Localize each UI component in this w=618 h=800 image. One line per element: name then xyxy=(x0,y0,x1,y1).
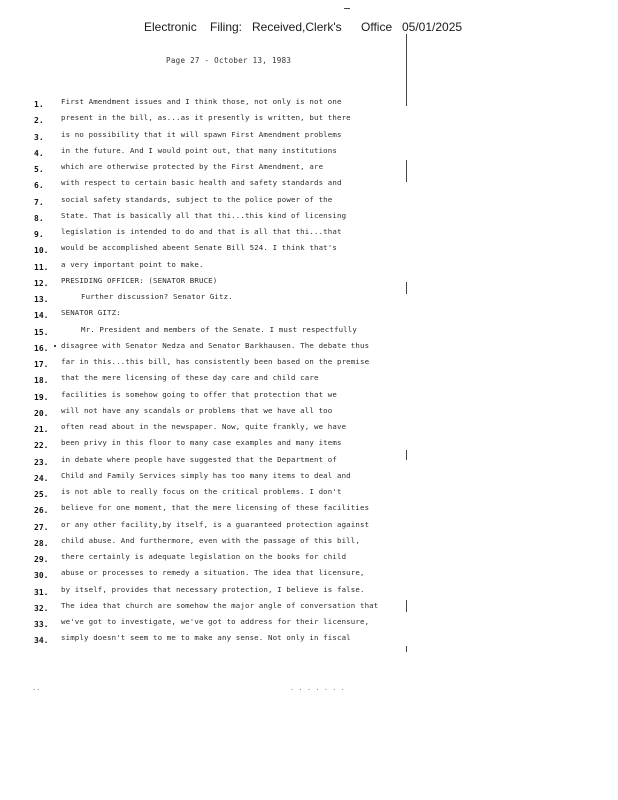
transcript-line xyxy=(0,178,600,190)
scan-margin-mark xyxy=(344,8,350,9)
line-text: legislation is intended to do and that is all that thi...that xyxy=(61,227,342,236)
line-number: 24. xyxy=(34,473,49,483)
line-text: child abuse. And furthermore, even with the passage of this bill, xyxy=(61,535,360,545)
line-number: 7. xyxy=(34,197,44,207)
line-number: 18. xyxy=(34,376,49,386)
transcript-line xyxy=(0,390,600,402)
line-text: Child and Family Services simply has too many items to deal and xyxy=(61,470,351,480)
line-number: 21. xyxy=(34,425,49,434)
line-number: 1. xyxy=(34,100,44,109)
transcript-line xyxy=(0,276,600,288)
transcript-line xyxy=(0,341,600,353)
line-number: 25. xyxy=(34,490,49,499)
header-received-clerks: Received,Clerk's xyxy=(252,20,342,34)
line-text: far in this...this bill, has consistently been based on the premise xyxy=(61,357,370,366)
line-text: will not have any scandals or problems that we have all too xyxy=(61,405,333,415)
line-number: 15. xyxy=(34,327,49,337)
line-text: would be accomplished abeent Senate Bill 524. I think that's xyxy=(61,243,337,253)
transcript-line xyxy=(0,162,600,174)
transcript-line xyxy=(0,455,600,467)
line-text: believe for one moment, that the mere licensing of these facilities xyxy=(61,503,370,513)
transcript-line xyxy=(0,243,600,255)
line-text: abuse or processes to remedy a situation. The idea that licensure, xyxy=(61,568,365,578)
line-number: 10. xyxy=(34,246,49,256)
line-text: that the mere licensing of these day care and child care xyxy=(61,373,319,383)
line-number: 12. xyxy=(34,278,49,288)
line-number: 2. xyxy=(34,116,44,126)
line-number: 32. xyxy=(34,603,49,613)
line-number: 5. xyxy=(34,165,44,174)
line-number: 33. xyxy=(34,620,49,629)
line-text: in the future. And I would point out, that many institutions xyxy=(61,145,337,155)
transcript-line xyxy=(0,227,600,239)
transcript-line xyxy=(0,471,600,483)
line-text: Further discussion? Senator Gitz. xyxy=(81,292,233,301)
line-number: 26. xyxy=(34,506,49,516)
line-number: 6. xyxy=(34,181,44,191)
transcript-line xyxy=(0,617,600,629)
transcript-line xyxy=(0,422,600,434)
transcript-line xyxy=(0,438,600,450)
transcript-line xyxy=(0,520,600,532)
transcript-line xyxy=(0,113,600,125)
line-text: social safety standards, subject to the police power of the xyxy=(61,194,333,204)
transcript-line xyxy=(0,308,600,320)
header-electronic: Electronic xyxy=(144,20,197,34)
line-text: or any other facility,by itself, is a guaranteed protection against xyxy=(61,519,370,529)
transcript-line xyxy=(0,130,600,142)
transcript-line xyxy=(0,146,600,158)
line-text: simply doesn't seem to me to make any sense. Not only in fiscal xyxy=(61,633,351,643)
line-text: present in the bill, as...as it presently is written, but there xyxy=(61,113,351,123)
line-text: disagree with Senator Nedza and Senator Barkhausen. The debate thus xyxy=(61,340,370,350)
line-text: often read about in the newspaper. Now, quite frankly, we have xyxy=(61,422,347,431)
line-text: facilities is somehow going to offer that protection that we xyxy=(61,389,337,399)
line-number: 29. xyxy=(34,555,49,564)
line-text: is not able to really focus on the critical problems. I don't xyxy=(61,487,342,496)
line-number: 30. xyxy=(34,571,49,581)
transcript-line xyxy=(0,552,600,564)
header-date: 05/01/2025 xyxy=(402,20,463,34)
transcript-line xyxy=(0,292,600,304)
scan-footer-mark: .. xyxy=(32,684,41,692)
line-text: there certainly is adequate legislation on the books for child xyxy=(61,552,347,561)
line-number: 11. xyxy=(34,262,49,272)
transcript-line xyxy=(0,357,600,369)
line-text: The idea that church are somehow the major angle of conversation that xyxy=(61,600,379,610)
line-text: with respect to certain basic health and safety standards and xyxy=(61,178,342,188)
line-text: been privy in this floor to many case examples and many items xyxy=(61,438,342,448)
transcript-line xyxy=(0,406,600,418)
transcript-line xyxy=(0,601,600,613)
line-text: which are otherwise protected by the First Amendment, are xyxy=(61,162,324,171)
transcript-line xyxy=(0,568,600,580)
line-text: by itself, provides that necessary protection, I believe is false. xyxy=(61,584,365,594)
header-filing: Filing: xyxy=(210,20,243,34)
transcript-line xyxy=(0,195,600,207)
line-number: 31. xyxy=(34,587,49,597)
line-text: we've got to investigate, we've got to address for their licensure, xyxy=(61,617,370,626)
transcript-line xyxy=(0,325,600,337)
header-office: Office xyxy=(361,20,393,34)
line-number: 14. xyxy=(34,311,49,321)
line-text: a very important point to make. xyxy=(61,259,204,269)
line-number: 23. xyxy=(34,457,49,467)
line-text: First Amendment issues and I think those, not only is not one xyxy=(61,97,342,106)
transcript-line xyxy=(0,503,600,515)
transcript-line xyxy=(0,633,600,645)
line-number: 16. xyxy=(34,343,49,353)
transcript-line xyxy=(0,97,600,109)
line-number: 9. xyxy=(34,230,44,239)
line-number: 34. xyxy=(34,636,49,646)
line-number: 4. xyxy=(34,148,44,158)
scan-margin-line xyxy=(406,646,407,652)
line-text: SENATOR GITZ: xyxy=(61,308,121,318)
electronic-filing-header xyxy=(0,20,618,38)
line-number: 8. xyxy=(34,213,44,223)
line-text: PRESIDING OFFICER: (SENATOR BRUCE) xyxy=(61,275,218,285)
line-number: 22. xyxy=(34,441,49,451)
line-text: in debate where people have suggested that the Department of xyxy=(61,454,337,464)
line-number: 3. xyxy=(34,132,44,142)
transcript-line xyxy=(0,536,600,548)
line-number: 17. xyxy=(34,360,49,369)
transcript-line xyxy=(0,487,600,499)
line-number: 28. xyxy=(34,538,49,548)
line-text: is no possibility that it will spawn First Amendment problems xyxy=(61,129,342,139)
line-text: Mr. President and members of the Senate. I must respectfully xyxy=(81,324,357,334)
transcript-line xyxy=(0,373,600,385)
transcript-line xyxy=(0,260,600,272)
line-number: 20. xyxy=(34,408,49,418)
scan-margin-line xyxy=(406,34,407,106)
transcript-line xyxy=(0,211,600,223)
line-number: 27. xyxy=(34,522,49,532)
line-number: 19. xyxy=(34,392,49,402)
transcript-line xyxy=(0,585,600,597)
line-text: State. That is basically all that thi...this kind of licensing xyxy=(61,210,347,220)
page-heading: Page 27 - October 13, 1983 xyxy=(166,56,292,65)
line-number: 13. xyxy=(34,295,49,304)
scan-footer-mark: . . . . . . . xyxy=(290,684,345,692)
